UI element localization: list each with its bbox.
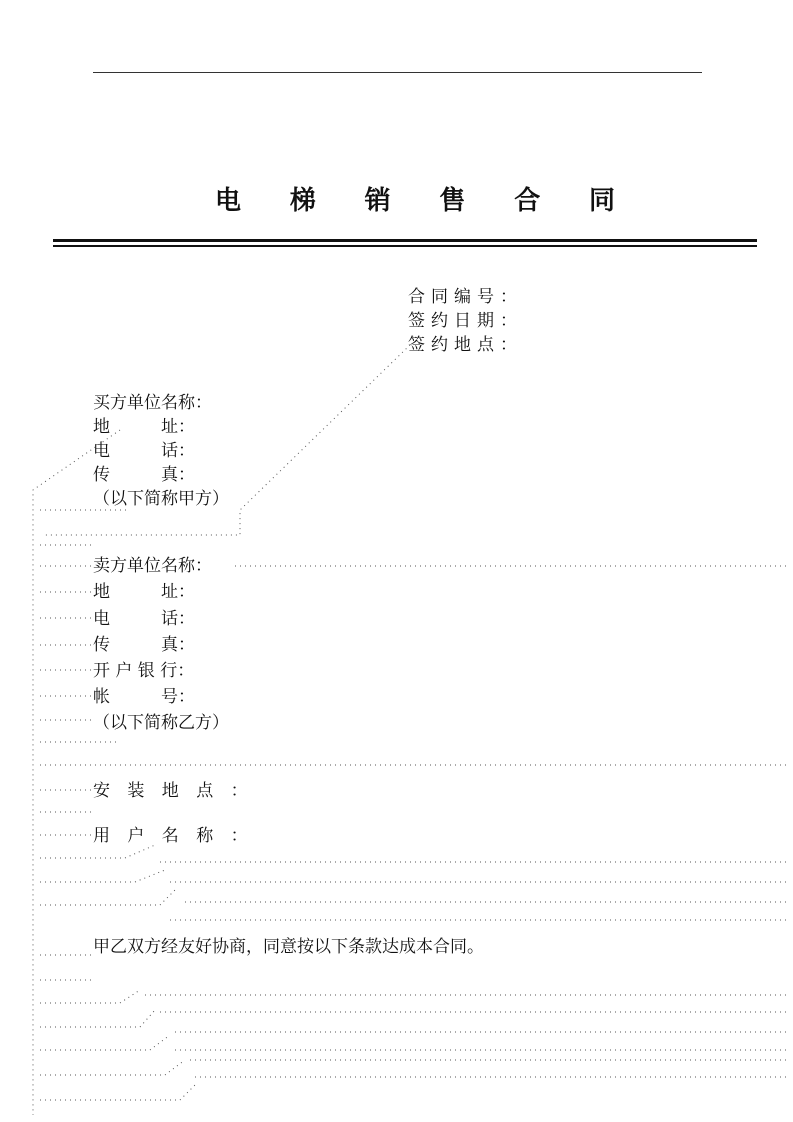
seller-fax-label: 传 真： <box>93 635 195 655</box>
title-char: 售 <box>439 186 466 216</box>
document-title <box>215 180 615 220</box>
title-char: 销 <box>364 186 391 216</box>
buyer-alias: （以下简称甲方） <box>93 489 229 509</box>
buyer-address-label: 地 址： <box>93 417 195 437</box>
seller-account-label: 帐 号： <box>93 687 195 707</box>
install-place-label: 安 装 地 点 ： <box>93 781 254 801</box>
agreement-statement: 甲乙双方经友好协商，同意按以下条款达成本合同。 <box>93 937 484 957</box>
buyer-name-label: 买方单位名称： <box>93 393 212 413</box>
title-char: 梯 <box>289 186 316 216</box>
seller-alias: （以下简称乙方） <box>93 713 229 733</box>
title-char: 合 <box>514 186 541 216</box>
seller-address-label: 地 址： <box>93 582 195 602</box>
seller-bank-label: 开 户 银 行： <box>93 661 195 681</box>
sign-place-label: 签约地点： <box>408 335 523 355</box>
user-name-label: 用 户 名 称 ： <box>93 826 254 846</box>
contract-number-label: 合同编号： <box>408 287 523 307</box>
seller-name-label: 卖方单位名称： <box>93 556 212 576</box>
buyer-phone-label: 电 话： <box>93 441 195 461</box>
sign-date-label: 签约日期： <box>408 311 523 331</box>
seller-phone-label: 电 话： <box>93 609 195 629</box>
top-rule <box>93 72 702 73</box>
title-char: 电 <box>215 186 242 216</box>
buyer-fax-label: 传 真： <box>93 465 195 485</box>
title-char: 同 <box>588 186 615 216</box>
title-rule-thin <box>53 245 757 247</box>
